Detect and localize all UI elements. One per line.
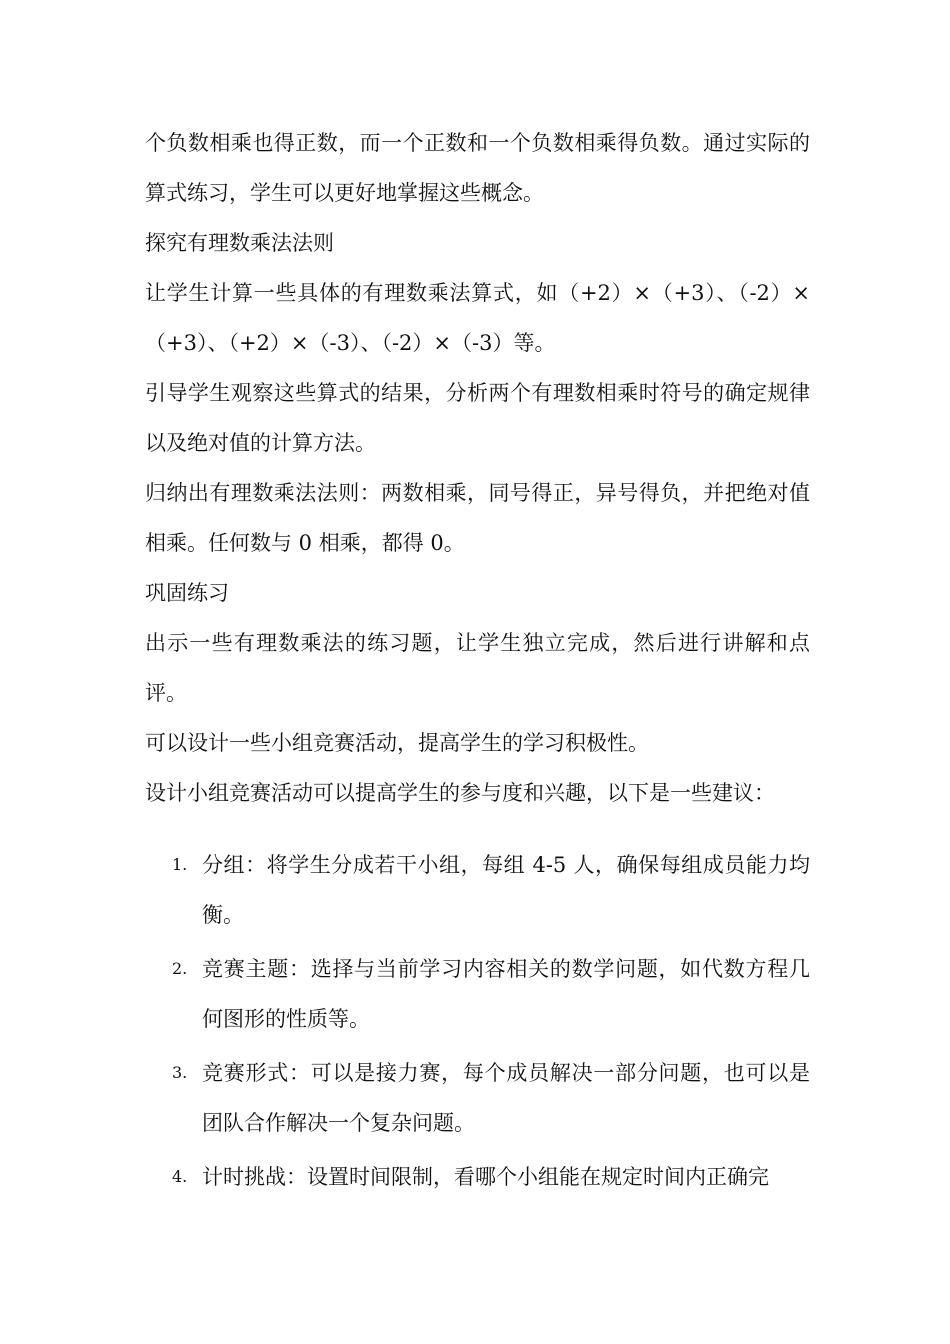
list-item-text: 竞赛形式：可以是接力赛，每个成员解决一部分问题，也可以是团队合作解决一个复杂问题。 [202, 1061, 810, 1135]
list-item [145, 1152, 810, 1202]
list-item-number: 3. [172, 1063, 188, 1082]
section-heading-practice: 巩固练习 [145, 581, 229, 605]
paragraph-calc-examples: 让学生计算一些具体的有理数乘法算式，如（+2）×（+3）、（-2）×（+3）、（+2）×（-3）、（-2）×（-3）等。 [145, 281, 810, 355]
paragraph-suggestions-intro: 设计小组竞赛活动可以提高学生的参与度和兴趣，以下是一些建议： [145, 781, 775, 805]
section-heading-explore-rules: 探究有理数乘法法则 [145, 231, 334, 255]
list-item-text: 分组：将学生分成若干小组，每组 4-5 人，确保每组成员能力均衡。 [202, 853, 810, 927]
paragraph-observe-results: 引导学生观察这些算式的结果，分析两个有理数相乘时符号的确定规律以及绝对值的计算方法。 [145, 381, 810, 455]
list-item-number: 1. [172, 855, 188, 874]
paragraph-practice-problems: 出示一些有理数乘法的练习题，让学生独立完成，然后进行讲解和点评。 [145, 631, 810, 705]
intro-paragraph: 个负数相乘也得正数，而一个正数和一个负数相乘得负数。通过实际的算式练习，学生可以更好地掌握这些概念。 [145, 131, 810, 205]
paragraph-summarize-rule: 归纳出有理数乘法法则：两数相乘，同号得正，异号得负，并把绝对值相乘。任何数与 0 相乘，都得 0。 [145, 481, 810, 555]
list-item-number: 2. [172, 959, 188, 978]
list-item-text: 竞赛主题：选择与当前学习内容相关的数学问题，如代数方程几何图形的性质等。 [202, 957, 810, 1031]
paragraph-group-competition: 可以设计一些小组竞赛活动，提高学生的学习积极性。 [145, 731, 649, 755]
list-item-text: 计时挑战：设置时间限制，看哪个小组能在规定时间内正确完 [202, 1165, 769, 1189]
list-item [145, 840, 810, 940]
list-item-number: 4. [172, 1167, 188, 1186]
document-body [145, 118, 810, 1206]
suggestion-list [145, 840, 810, 1202]
list-item [145, 1048, 810, 1148]
list-item [145, 944, 810, 1044]
